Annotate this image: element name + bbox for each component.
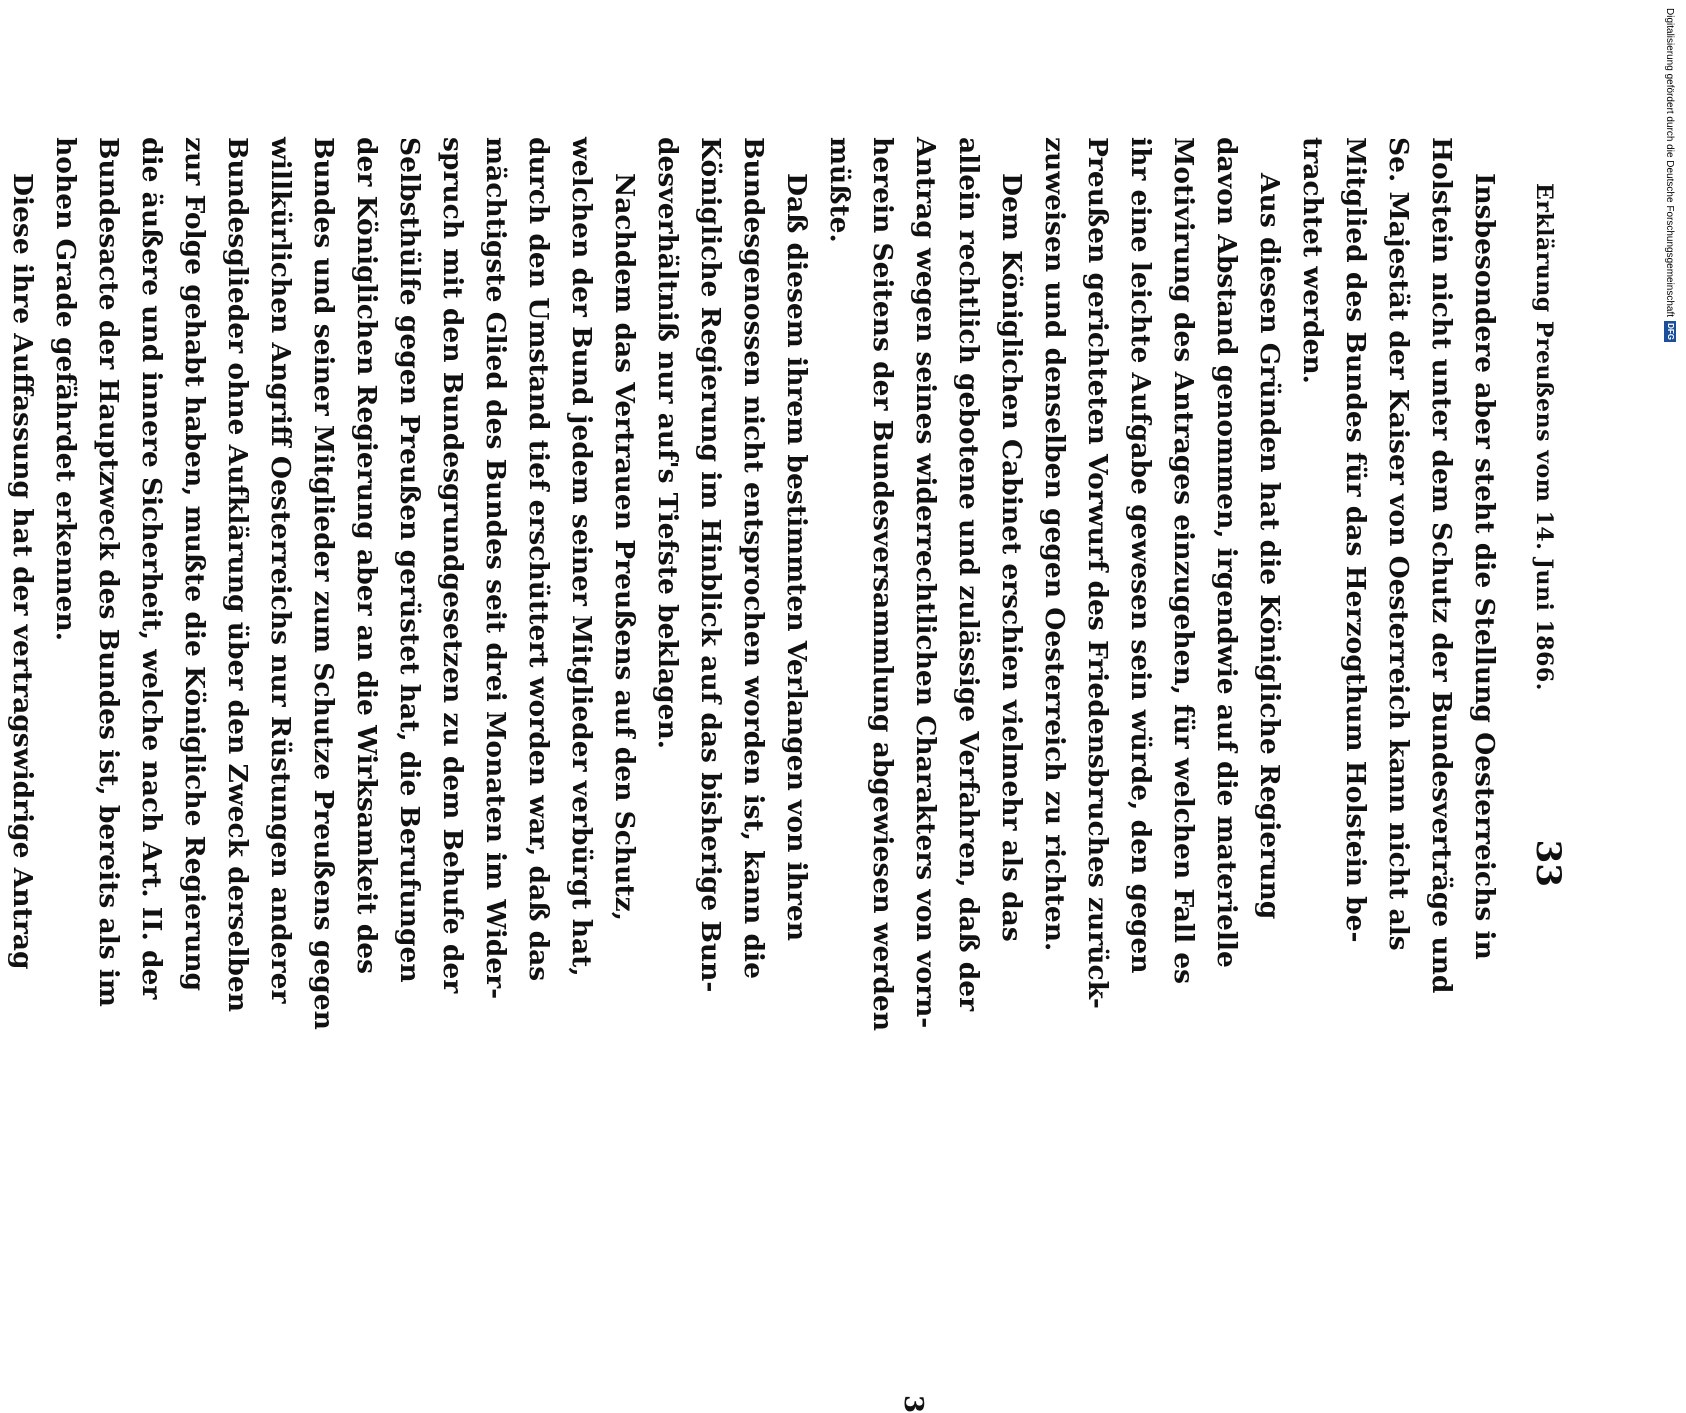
text-line: willkürlichen Angriff Oesterreichs nur Rüstungen anderer xyxy=(265,137,296,1004)
text-line: spruch mit den Bundesgrundgesetzen zu dem Behufe der xyxy=(437,137,468,994)
text-line: mächtigste Glied des Bundes seit drei Monaten im Wider- xyxy=(480,137,511,1000)
text-line: Daß diesem ihrem bestimmten Verlangen von ihren xyxy=(781,173,812,942)
text-line: Dem Königlichen Cabinet erschien vielmehr als das xyxy=(996,173,1027,942)
text-line: zuweisen und denselben gegen Oesterreich zu richten. xyxy=(1039,137,1070,952)
text-line: allein rechtlich gebotene und zulässige Verfahren, daß der xyxy=(953,137,984,1012)
paragraph xyxy=(646,137,818,993)
text-line: Diese ihre Auffassung hat der vertragswidrige Antrag xyxy=(7,173,38,970)
text-line: Bundesgenossen nicht entsprochen worden ist, kann die xyxy=(738,137,769,979)
text-line: davon Abstand genommen, irgendwie auf die materielle xyxy=(1211,137,1242,968)
text-line: Motivirung des Antrages einzugehen, für welchen Fall es xyxy=(1168,137,1199,985)
digitization-credit xyxy=(1662,8,1678,338)
paragraph xyxy=(818,137,1033,1032)
paragraph xyxy=(44,137,646,1030)
text-line: Königliche Regierung im Hinblick auf das bisherige Bun- xyxy=(695,137,726,993)
text-line: Insbesondere aber steht die Stellung Oesterreichs in xyxy=(1469,173,1500,960)
text-line: Preußen gerichteten Vorwurf des Friedensbruches zurück- xyxy=(1082,137,1113,1009)
text-line: Bundesglieder ohne Aufklärung über den Zweck derselben xyxy=(222,137,253,1013)
text-line: müßte. xyxy=(824,137,855,243)
text-line: Antrag wegen seines widerrechtlichen Charakters von vorn- xyxy=(910,137,941,1029)
rotated-page-content xyxy=(7,85,1568,1413)
page-number: 33 xyxy=(1528,839,1568,887)
text-line: welchen der Bund jedem seiner Mitglieder verbürgt hat, xyxy=(566,137,597,977)
body-text xyxy=(0,85,1512,1032)
text-line: durch den Umstand tief erschüttert worden war, daß das xyxy=(523,137,554,982)
running-title: Erklärung Preußens vom 14. Juni 1866. xyxy=(1531,183,1557,691)
dfg-logo: DFG xyxy=(1666,323,1675,340)
text-line: Bundes und seiner Mitglieder zum Schutze Preußens gegen xyxy=(308,137,339,1030)
paragraph xyxy=(0,137,44,970)
credit-text: Digitalisierung gefördert durch die Deutsche Forschungsgemeinschaft xyxy=(1664,8,1676,318)
paragraph xyxy=(1033,137,1291,1009)
text-line: hohen Grade gefährdet erkennen. xyxy=(50,137,81,641)
text-line: trachtet werden. xyxy=(1297,137,1328,384)
text-line: Holstein nicht unter dem Schutz der Bundesverträge und xyxy=(1426,137,1457,994)
text-line xyxy=(0,137,1,895)
text-line: Bundesacte der Hauptzweck des Bundes ist, bereits als im xyxy=(93,137,124,1007)
text-line: desverhältniß nur auf's Tiefste beklagen. xyxy=(652,137,683,749)
text-line: ihr eine leichte Aufgabe gewesen sein würde, den gegen xyxy=(1125,137,1156,974)
text-line: Nachdem das Vertrauen Preußens auf den Schutz, xyxy=(609,173,640,921)
text-line: Selbsthülfe gegen Preußen gerüstet hat, die Berufungen xyxy=(394,137,425,983)
text-line: herein Seitens der Bundesversammlung abgewiesen werden xyxy=(867,137,898,1032)
text-line: zur Folge gehabt haben, mußte die Königliche Regierung xyxy=(179,137,210,992)
page-header xyxy=(1512,85,1568,905)
text-line: Mitglied des Bundes für das Herzogthum Holstein be- xyxy=(1340,137,1371,943)
text-line: Aus diesen Gründen hat die Königliche Regierung xyxy=(1254,173,1285,920)
text-line: die äußere und innere Sicherheit, welche nach Art. II. der xyxy=(136,137,167,1000)
paragraph xyxy=(1291,137,1506,994)
text-line: der Königlichen Regierung aber an die Wirksamkeit des xyxy=(351,137,382,975)
text-line: Se. Majestät der Kaiser von Oesterreich kann nicht als xyxy=(1383,137,1414,951)
signature-mark: 3 xyxy=(898,1395,928,1413)
